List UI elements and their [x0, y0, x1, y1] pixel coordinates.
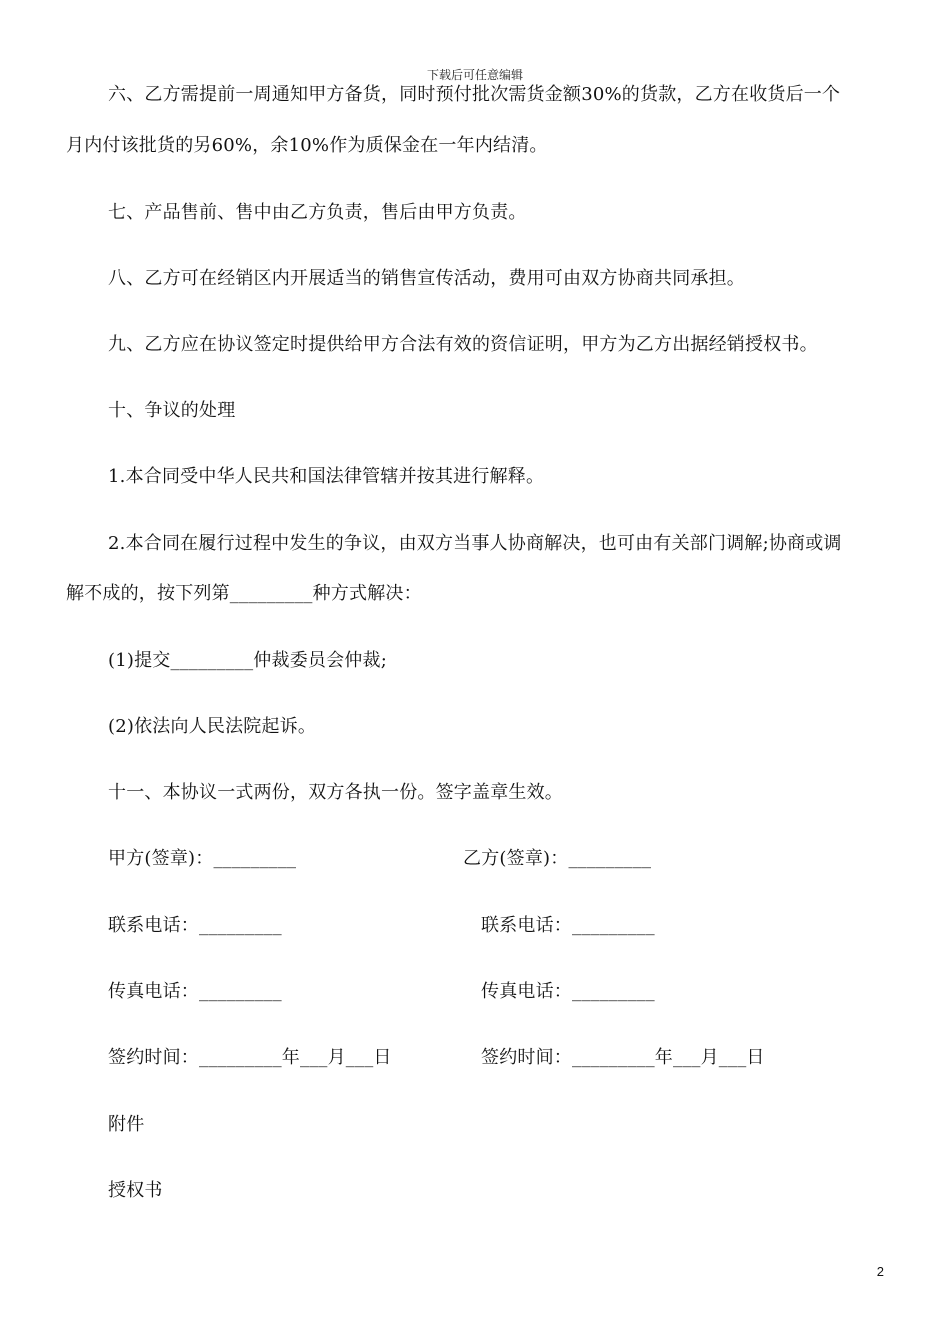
party-b-fax: 传真电话：_________ [481, 981, 655, 1002]
option-1: (1)提交_________仲裁委员会仲裁; [108, 650, 387, 671]
clause-10-heading: 十、争议的处理 [108, 400, 236, 421]
clause-6-line-2: 月内付该批货的另60%，余10%作为质保金在一年内结清。 [66, 135, 548, 156]
clause-7: 七、产品售前、售中由乙方负责，售后由甲方负责。 [108, 202, 527, 223]
header-note: 下载后可任意编辑 [426, 68, 523, 82]
party-a-signature: 甲方(签章)：_________ [108, 848, 297, 869]
party-a-fax: 传真电话：_________ [108, 981, 282, 1002]
clause-6-line-1: 六、乙方需提前一周通知甲方备货，同时预付批次需货金额30%的货款，乙方在收货后一个 [108, 84, 841, 105]
clause-10-item-2-line-1: 2.本合同在履行过程中发生的争议，由双方当事人协商解决，也可由有关部门调解;协商或调 [108, 533, 842, 554]
party-a-phone: 联系电话：_________ [108, 915, 282, 936]
party-b-phone: 联系电话：_________ [481, 915, 655, 936]
clause-9: 九、乙方应在协议签定时提供给甲方合法有效的资信证明，甲方为乙方出据经销授权书。 [108, 334, 818, 355]
attachment-label: 附件 [108, 1114, 145, 1135]
page-number: 2 [876, 1264, 884, 1279]
clause-8: 八、乙方可在经销区内开展适当的销售宣传活动，费用可由双方协商共同承担。 [108, 268, 745, 289]
option-2: (2)依法向人民法院起诉。 [108, 716, 317, 737]
party-b-sign-date: 签约时间：_________年___月___日 [481, 1047, 765, 1068]
party-b-signature: 乙方(签章)：_________ [463, 848, 652, 869]
auth-letter-label: 授权书 [108, 1180, 163, 1201]
party-a-sign-date: 签约时间：_________年___月___日 [108, 1047, 392, 1068]
clause-10-item-1: 1.本合同受中华人民共和国法律管辖并按其进行解释。 [108, 466, 545, 487]
clause-11: 十一、本协议一式两份，双方各执一份。签字盖章生效。 [108, 782, 563, 803]
clause-10-item-2-line-2: 解不成的，按下列第_________种方式解决： [66, 583, 422, 604]
